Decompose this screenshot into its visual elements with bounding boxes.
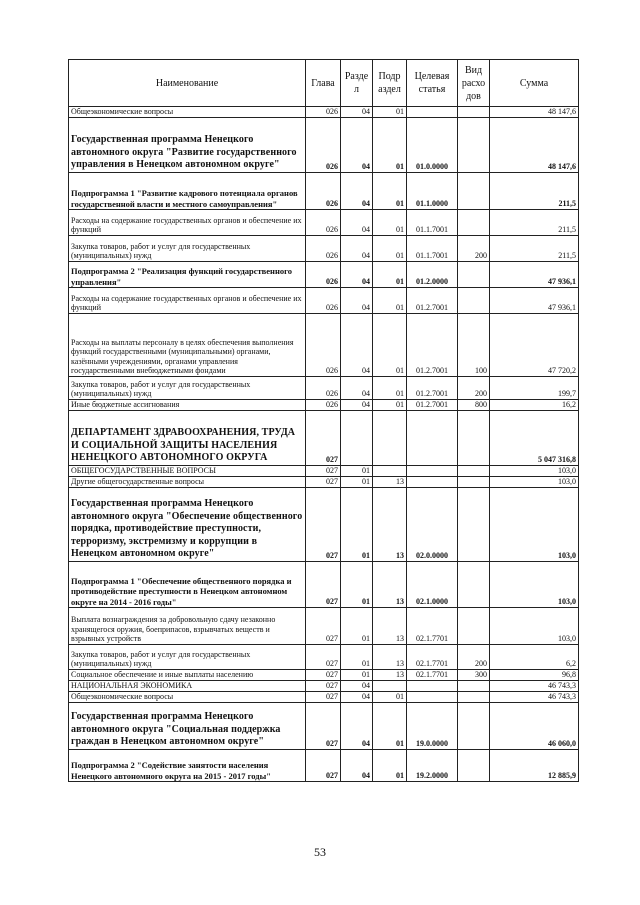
cell-vid: 200 bbox=[458, 236, 490, 262]
cell-glava: 027 bbox=[306, 692, 341, 703]
cell-razdel: 01 bbox=[341, 645, 373, 670]
cell-vid bbox=[458, 562, 490, 608]
cell-vid bbox=[458, 703, 490, 750]
cell-name: Общеэкономические вопросы bbox=[69, 107, 306, 118]
cell-glava: 026 bbox=[306, 118, 341, 173]
table-row bbox=[69, 477, 579, 488]
cell-target: 19.2.0000 bbox=[407, 750, 458, 782]
cell-razdel: 04 bbox=[341, 377, 373, 400]
cell-podrazdel: 01 bbox=[373, 377, 407, 400]
cell-vid bbox=[458, 477, 490, 488]
cell-razdel: 04 bbox=[341, 692, 373, 703]
cell-sum: 48 147,6 bbox=[490, 107, 579, 118]
table-row bbox=[69, 236, 579, 262]
cell-target bbox=[407, 477, 458, 488]
cell-vid: 800 bbox=[458, 400, 490, 411]
cell-target: 01.0.0000 bbox=[407, 118, 458, 173]
cell-sum: 211,5 bbox=[490, 210, 579, 236]
page-number: 53 bbox=[314, 845, 326, 859]
cell-glava: 027 bbox=[306, 411, 341, 466]
cell-glava: 026 bbox=[306, 210, 341, 236]
cell-podrazdel: 13 bbox=[373, 645, 407, 670]
cell-name: Подпрограмма 2 "Реализация функций государственного управления" bbox=[69, 262, 306, 288]
cell-sum: 47 936,1 bbox=[490, 262, 579, 288]
cell-target: 01.2.0000 bbox=[407, 262, 458, 288]
cell-name: Закупка товаров, работ и услуг для государственных (муниципальных) нужд bbox=[69, 645, 306, 670]
cell-sum: 47 720,2 bbox=[490, 314, 579, 377]
cell-glava: 027 bbox=[306, 670, 341, 681]
cell-glava: 027 bbox=[306, 681, 341, 692]
table-row bbox=[69, 288, 579, 314]
column-header-vid: Вид расхо дов bbox=[458, 60, 490, 107]
table-row bbox=[69, 466, 579, 477]
cell-razdel: 01 bbox=[341, 670, 373, 681]
cell-vid bbox=[458, 173, 490, 210]
cell-vid bbox=[458, 107, 490, 118]
cell-sum: 96,8 bbox=[490, 670, 579, 681]
cell-glava: 026 bbox=[306, 107, 341, 118]
cell-vid bbox=[458, 466, 490, 477]
table-row bbox=[69, 411, 579, 466]
cell-sum: 199,7 bbox=[490, 377, 579, 400]
cell-vid bbox=[458, 210, 490, 236]
cell-target bbox=[407, 692, 458, 703]
column-header-name: Наименование bbox=[69, 60, 306, 107]
cell-podrazdel: 13 bbox=[373, 477, 407, 488]
cell-sum: 211,5 bbox=[490, 173, 579, 210]
table-row bbox=[69, 107, 579, 118]
budget-sheet bbox=[68, 59, 578, 782]
table-row bbox=[69, 400, 579, 411]
cell-name: НАЦИОНАЛЬНАЯ ЭКОНОМИКА bbox=[69, 681, 306, 692]
cell-vid: 100 bbox=[458, 314, 490, 377]
cell-target: 02.1.7701 bbox=[407, 645, 458, 670]
table-row bbox=[69, 681, 579, 692]
cell-glava: 026 bbox=[306, 173, 341, 210]
cell-target bbox=[407, 681, 458, 692]
cell-podrazdel: 01 bbox=[373, 118, 407, 173]
cell-glava: 026 bbox=[306, 314, 341, 377]
cell-target: 01.2.7001 bbox=[407, 314, 458, 377]
cell-podrazdel: 13 bbox=[373, 608, 407, 645]
cell-target: 01.2.7001 bbox=[407, 377, 458, 400]
cell-glava: 027 bbox=[306, 488, 341, 562]
cell-razdel: 04 bbox=[341, 107, 373, 118]
cell-target: 02.1.0000 bbox=[407, 562, 458, 608]
cell-sum: 211,5 bbox=[490, 236, 579, 262]
cell-razdel bbox=[341, 411, 373, 466]
cell-vid: 200 bbox=[458, 377, 490, 400]
cell-sum: 46 743,3 bbox=[490, 681, 579, 692]
table-row bbox=[69, 210, 579, 236]
cell-name: Государственная программа Ненецкого автономного округа "Развитие государственного управления в Ненецком автономном округе" bbox=[69, 118, 306, 173]
cell-name: Другие общегосударственные вопросы bbox=[69, 477, 306, 488]
cell-vid bbox=[458, 118, 490, 173]
cell-glava: 026 bbox=[306, 236, 341, 262]
cell-podrazdel: 13 bbox=[373, 562, 407, 608]
column-header-target: Целевая статья bbox=[407, 60, 458, 107]
cell-name: Выплата вознаграждения за добровольную сдачу незаконно хранящегося оружия, боеприпасов, взрывчатых веществ и взрывных устройств bbox=[69, 608, 306, 645]
cell-vid bbox=[458, 608, 490, 645]
cell-name: Расходы на содержание государственных органов и обеспечение их функций bbox=[69, 288, 306, 314]
cell-sum: 5 047 316,8 bbox=[490, 411, 579, 466]
cell-razdel: 04 bbox=[341, 173, 373, 210]
cell-vid bbox=[458, 692, 490, 703]
cell-target: 02.0.0000 bbox=[407, 488, 458, 562]
table-row bbox=[69, 703, 579, 750]
table-row bbox=[69, 608, 579, 645]
cell-target: 19.0.0000 bbox=[407, 703, 458, 750]
cell-vid bbox=[458, 488, 490, 562]
table-row bbox=[69, 562, 579, 608]
cell-vid bbox=[458, 262, 490, 288]
cell-glava: 027 bbox=[306, 608, 341, 645]
table-row bbox=[69, 314, 579, 377]
cell-sum: 46 743,3 bbox=[490, 692, 579, 703]
cell-target bbox=[407, 107, 458, 118]
cell-podrazdel: 01 bbox=[373, 703, 407, 750]
cell-name: Закупка товаров, работ и услуг для государственных (муниципальных) нужд bbox=[69, 236, 306, 262]
table-row bbox=[69, 750, 579, 782]
cell-podrazdel: 01 bbox=[373, 750, 407, 782]
table-row bbox=[69, 377, 579, 400]
column-header-glava: Глава bbox=[306, 60, 341, 107]
cell-target: 01.2.7001 bbox=[407, 400, 458, 411]
cell-podrazdel bbox=[373, 411, 407, 466]
cell-glava: 027 bbox=[306, 562, 341, 608]
cell-name: Подпрограмма 1 "Обеспечение общественного порядка и противодействие преступности в Ненецком автономном округе на 2014 - 2016 годы" bbox=[69, 562, 306, 608]
cell-podrazdel: 01 bbox=[373, 173, 407, 210]
table-row bbox=[69, 488, 579, 562]
cell-glava: 026 bbox=[306, 262, 341, 288]
cell-name: Государственная программа Ненецкого автономного округа "Обеспечение общественного порядка, противодействие преступности, терроризму, экстремизму и коррупции в Ненецком автономном округе" bbox=[69, 488, 306, 562]
cell-razdel: 04 bbox=[341, 314, 373, 377]
cell-name: Иные бюджетные ассигнования bbox=[69, 400, 306, 411]
cell-vid bbox=[458, 681, 490, 692]
budget-table bbox=[68, 59, 579, 782]
cell-glava: 027 bbox=[306, 703, 341, 750]
cell-name: Расходы на выплаты персоналу в целях обеспечения выполнения функций государственными (муниципальными) органами, казёнными учреждениями, органами управления государственными внебюджетными фондами bbox=[69, 314, 306, 377]
cell-target: 01.1.7001 bbox=[407, 236, 458, 262]
cell-podrazdel: 13 bbox=[373, 488, 407, 562]
cell-podrazdel: 01 bbox=[373, 400, 407, 411]
cell-razdel: 04 bbox=[341, 118, 373, 173]
cell-glava: 026 bbox=[306, 400, 341, 411]
cell-razdel: 01 bbox=[341, 466, 373, 477]
cell-razdel: 04 bbox=[341, 681, 373, 692]
cell-razdel: 01 bbox=[341, 562, 373, 608]
cell-name: Подпрограмма 2 "Содействие занятости населения Ненецкого автономного округа на 2015 - 2017 годы" bbox=[69, 750, 306, 782]
table-header-row bbox=[69, 60, 579, 107]
cell-name: Общеэкономические вопросы bbox=[69, 692, 306, 703]
cell-razdel: 01 bbox=[341, 488, 373, 562]
cell-name: Государственная программа Ненецкого автономного округа "Социальная поддержка граждан в Ненецком автономном округе" bbox=[69, 703, 306, 750]
table-row bbox=[69, 670, 579, 681]
table-row bbox=[69, 262, 579, 288]
cell-sum: 48 147,6 bbox=[490, 118, 579, 173]
column-header-podrazdel: Подр аздел bbox=[373, 60, 407, 107]
cell-razdel: 01 bbox=[341, 608, 373, 645]
cell-razdel: 04 bbox=[341, 262, 373, 288]
cell-name: Подпрограмма 1 "Развитие кадрового потенциала органов государственной власти и местного самоуправления" bbox=[69, 173, 306, 210]
cell-sum: 103,0 bbox=[490, 608, 579, 645]
cell-podrazdel: 01 bbox=[373, 107, 407, 118]
cell-glava: 027 bbox=[306, 645, 341, 670]
table-row bbox=[69, 118, 579, 173]
cell-target: 01.1.0000 bbox=[407, 173, 458, 210]
cell-sum: 103,0 bbox=[490, 488, 579, 562]
cell-vid bbox=[458, 750, 490, 782]
cell-target bbox=[407, 411, 458, 466]
cell-razdel: 04 bbox=[341, 236, 373, 262]
column-header-razdel: Разде л bbox=[341, 60, 373, 107]
cell-sum: 103,0 bbox=[490, 562, 579, 608]
cell-target: 02.1.7701 bbox=[407, 608, 458, 645]
cell-razdel: 04 bbox=[341, 400, 373, 411]
cell-target: 01.1.7001 bbox=[407, 210, 458, 236]
cell-razdel: 04 bbox=[341, 288, 373, 314]
cell-name: Закупка товаров, работ и услуг для государственных (муниципальных) нужд bbox=[69, 377, 306, 400]
cell-razdel: 04 bbox=[341, 210, 373, 236]
cell-sum: 103,0 bbox=[490, 466, 579, 477]
cell-podrazdel bbox=[373, 466, 407, 477]
cell-glava: 027 bbox=[306, 477, 341, 488]
cell-podrazdel bbox=[373, 681, 407, 692]
cell-target: 02.1.7701 bbox=[407, 670, 458, 681]
cell-name: ОБЩЕГОСУДАРСТВЕННЫЕ ВОПРОСЫ bbox=[69, 466, 306, 477]
cell-target bbox=[407, 466, 458, 477]
cell-razdel: 01 bbox=[341, 477, 373, 488]
cell-sum: 47 936,1 bbox=[490, 288, 579, 314]
cell-name: Расходы на содержание государственных органов и обеспечение их функций bbox=[69, 210, 306, 236]
cell-name: ДЕПАРТАМЕНТ ЗДРАВООХРАНЕНИЯ, ТРУДА И СОЦИАЛЬНОЙ ЗАЩИТЫ НАСЕЛЕНИЯ НЕНЕЦКОГО АВТОНОМНОГО ОКРУГА bbox=[69, 411, 306, 466]
column-header-sum: Сумма bbox=[490, 60, 579, 107]
cell-target: 01.2.7001 bbox=[407, 288, 458, 314]
cell-podrazdel: 01 bbox=[373, 262, 407, 288]
cell-sum: 6,2 bbox=[490, 645, 579, 670]
cell-vid bbox=[458, 411, 490, 466]
cell-razdel: 04 bbox=[341, 750, 373, 782]
cell-name: Социальное обеспечение и иные выплаты населению bbox=[69, 670, 306, 681]
table-row bbox=[69, 173, 579, 210]
table-row bbox=[69, 645, 579, 670]
cell-podrazdel: 01 bbox=[373, 314, 407, 377]
cell-vid bbox=[458, 288, 490, 314]
cell-podrazdel: 01 bbox=[373, 288, 407, 314]
cell-glava: 027 bbox=[306, 750, 341, 782]
cell-glava: 026 bbox=[306, 377, 341, 400]
cell-sum: 46 060,0 bbox=[490, 703, 579, 750]
cell-podrazdel: 01 bbox=[373, 210, 407, 236]
cell-glava: 027 bbox=[306, 466, 341, 477]
cell-vid: 300 bbox=[458, 670, 490, 681]
cell-sum: 16,2 bbox=[490, 400, 579, 411]
cell-sum: 12 885,9 bbox=[490, 750, 579, 782]
cell-glava: 026 bbox=[306, 288, 341, 314]
cell-podrazdel: 01 bbox=[373, 692, 407, 703]
cell-sum: 103,0 bbox=[490, 477, 579, 488]
cell-razdel: 04 bbox=[341, 703, 373, 750]
cell-vid: 200 bbox=[458, 645, 490, 670]
cell-podrazdel: 01 bbox=[373, 236, 407, 262]
cell-podrazdel: 13 bbox=[373, 670, 407, 681]
table-row bbox=[69, 692, 579, 703]
